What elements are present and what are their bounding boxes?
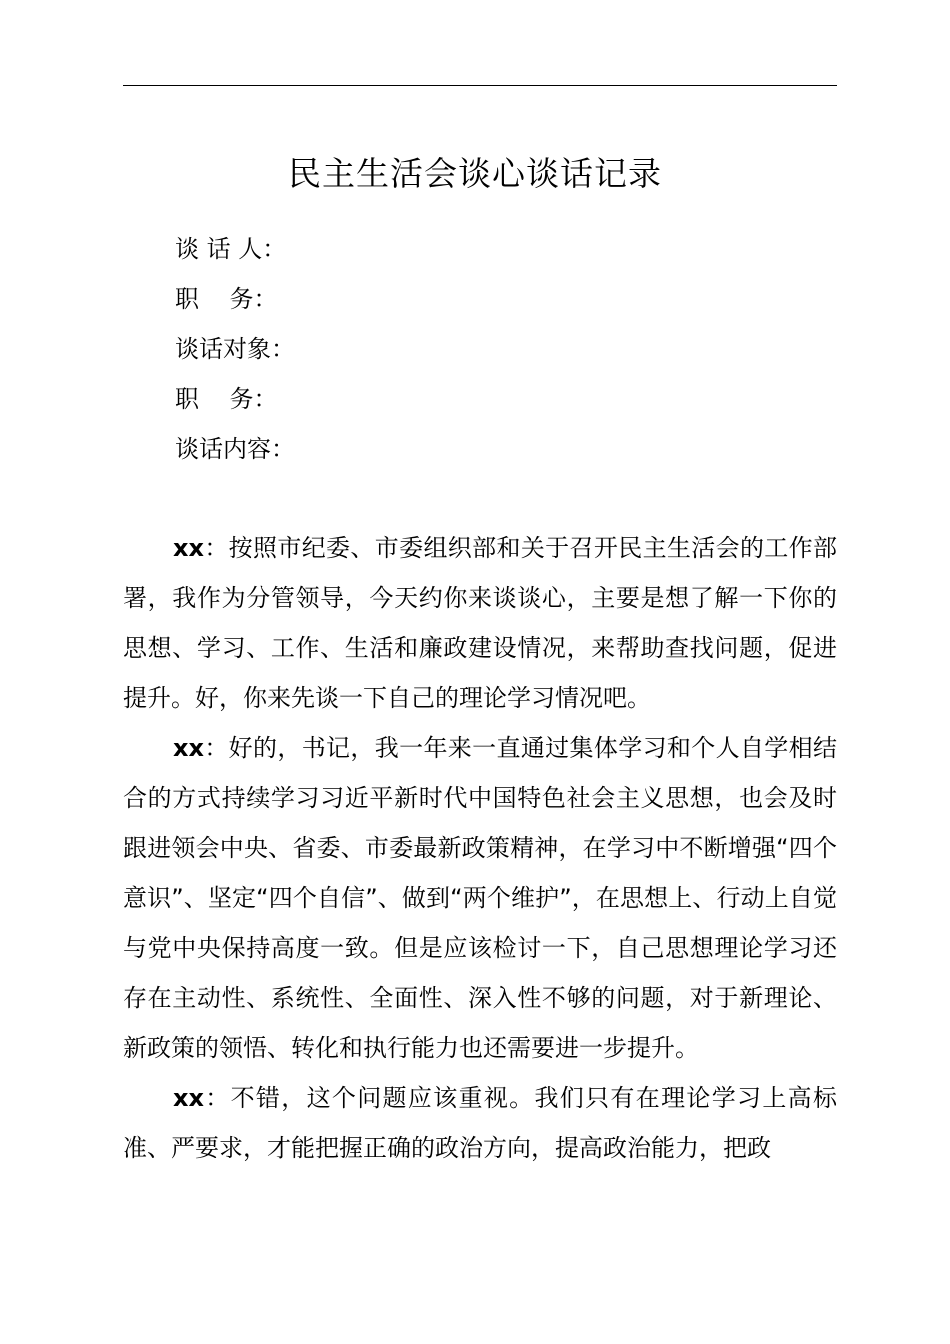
speaker-label: xx [173, 534, 204, 562]
field-interviewer-position: 职 务： [175, 285, 278, 313]
conversation-body [123, 523, 837, 1173]
paragraph [123, 723, 837, 1073]
header-rule [123, 85, 837, 86]
record-fields [175, 224, 295, 474]
paragraph [123, 1073, 837, 1173]
paragraph-text: ：好的，书记，我一年来一直通过集体学习和个人自学相结合的方式持续学习习近平新时代中国特色社会主义思想，也会及时跟进领会中央、省委、市委最新政策精神，在学习中不断增强“四个意识”、坚定“四个自信”、做到“两个维护”，在思想上、行动上自觉与党中央保持高度一致。但是应该检讨一下，自己思想理论学习还存在主动性、系统性、全面性、深入性不够的问题，对于新理论、新政策的领悟、转化和执行能力也还需要进一步提升。 [123, 734, 837, 1062]
paragraph-text: ：不错，这个问题应该重视。我们只有在理论学习上高标准、严要求，才能把握正确的政治方向，提高政治能力，把政 [123, 1084, 837, 1162]
speaker-label: xx [173, 1084, 204, 1112]
field-interviewee-position: 职 务： [175, 385, 278, 413]
field-content: 谈话内容： [175, 435, 295, 463]
paragraph [123, 523, 837, 723]
speaker-label: xx [173, 734, 204, 762]
document-title: 民主生活会谈心谈话记录 [288, 154, 662, 193]
field-interviewer: 谈 话 人： [175, 235, 287, 263]
field-interviewee: 谈话对象： [175, 335, 295, 363]
paragraph-text: ：按照市纪委、市委组织部和关于召开民主生活会的工作部署，我作为分管领导，今天约你来谈谈心，主要是想了解一下你的思想、学习、工作、生活和廉政建设情况，来帮助查找问题，促进提升。好，你来先谈一下自己的理论学习情况吧。 [123, 534, 837, 712]
